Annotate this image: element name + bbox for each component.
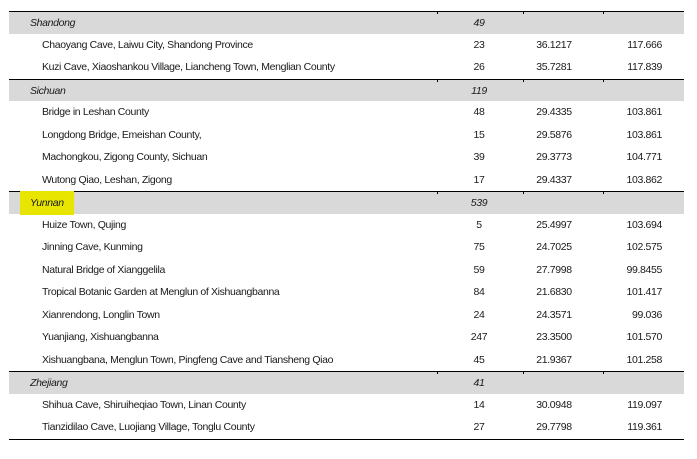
table-row bbox=[9, 326, 684, 349]
site-name: Bridge in Leshan County bbox=[42, 106, 149, 118]
site-name: Xishuangbana, Menglun Town, Pingfeng Cave and Tiansheng Qiao bbox=[42, 353, 334, 366]
site-name: Longdong Bridge, Emeishan County, bbox=[42, 128, 202, 141]
sample-count: 14 bbox=[473, 398, 485, 411]
group-total: 539 bbox=[470, 197, 488, 209]
latitude: 29.7798 bbox=[536, 421, 572, 433]
longitude: 103.861 bbox=[626, 128, 662, 141]
column-divider-tick bbox=[603, 11, 604, 14]
site-name: Kuzi Cave, Xiaoshankou Village, Liancheng Town, Menglian County bbox=[42, 61, 335, 73]
table-row bbox=[9, 394, 684, 417]
table-row bbox=[9, 304, 684, 327]
table-row bbox=[9, 349, 684, 372]
column-divider-tick bbox=[437, 11, 438, 14]
latitude: 29.4335 bbox=[536, 106, 572, 118]
group-header-row bbox=[9, 11, 684, 34]
longitude: 101.258 bbox=[626, 353, 662, 366]
longitude: 117.839 bbox=[627, 61, 662, 73]
longitude: 119.097 bbox=[627, 398, 662, 411]
site-name: Wutong Qiao, Leshan, Zigong bbox=[42, 173, 172, 186]
column-divider-tick bbox=[523, 79, 524, 82]
group-total: 119 bbox=[471, 84, 487, 97]
group-name-cell bbox=[30, 12, 75, 34]
sample-count: 45 bbox=[473, 353, 485, 366]
table-row bbox=[9, 169, 684, 192]
sample-count: 15 bbox=[473, 128, 485, 141]
latitude: 23.3500 bbox=[536, 331, 572, 343]
table-row bbox=[9, 214, 684, 237]
sample-count: 48 bbox=[473, 106, 485, 118]
column-divider-tick bbox=[603, 371, 604, 374]
table-row bbox=[9, 146, 684, 169]
site-name: Tianzidilao Cave, Luojiang Village, Tonglu County bbox=[42, 421, 255, 433]
latitude: 29.4337 bbox=[536, 173, 572, 186]
site-name: Huize Town, Qujing bbox=[42, 218, 126, 231]
longitude: 103.862 bbox=[626, 173, 662, 186]
column-divider-tick bbox=[603, 79, 604, 82]
latitude: 36.1217 bbox=[536, 38, 572, 51]
group-header-row bbox=[9, 371, 684, 394]
site-name: Chaoyang Cave, Laiwu City, Shandong Province bbox=[42, 38, 253, 51]
sample-count: 247 bbox=[470, 331, 488, 343]
longitude: 99.036 bbox=[631, 308, 662, 321]
sample-count: 75 bbox=[473, 241, 485, 253]
group-header-row bbox=[9, 191, 684, 214]
longitude: 102.575 bbox=[626, 241, 662, 253]
group-header-row bbox=[9, 79, 684, 102]
group-name: Sichuan bbox=[30, 84, 66, 97]
group-total: 49 bbox=[473, 17, 485, 29]
sample-count: 27 bbox=[473, 421, 485, 433]
latitude: 30.0948 bbox=[536, 398, 572, 411]
column-divider-tick bbox=[437, 191, 438, 194]
table-row bbox=[9, 259, 684, 282]
sample-count: 23 bbox=[473, 38, 485, 51]
site-name: Natural Bridge of Xianggelila bbox=[42, 263, 165, 276]
site-name: Yuanjiang, Xishuangbanna bbox=[42, 331, 159, 343]
longitude: 117.666 bbox=[627, 38, 662, 51]
group-name: Yunnan bbox=[20, 191, 74, 215]
table-row bbox=[9, 281, 684, 304]
sample-count: 26 bbox=[473, 61, 485, 73]
sample-count: 5 bbox=[476, 218, 482, 231]
column-divider-tick bbox=[437, 371, 438, 374]
longitude: 119.361 bbox=[627, 421, 662, 433]
longitude: 104.771 bbox=[626, 151, 662, 163]
sample-count: 24 bbox=[473, 308, 485, 321]
longitude: 103.861 bbox=[626, 106, 662, 118]
locations-table bbox=[9, 11, 684, 440]
latitude: 29.5876 bbox=[536, 128, 572, 141]
column-divider-tick bbox=[603, 191, 604, 194]
longitude: 101.570 bbox=[626, 331, 662, 343]
column-divider-tick bbox=[437, 79, 438, 82]
column-divider-tick bbox=[523, 191, 524, 194]
latitude: 24.7025 bbox=[536, 241, 572, 253]
group-total: 41 bbox=[473, 377, 485, 389]
latitude: 24.3571 bbox=[536, 308, 572, 321]
longitude: 101.417 bbox=[626, 286, 662, 298]
sample-count: 59 bbox=[473, 263, 485, 276]
table-row bbox=[9, 236, 684, 259]
table-row bbox=[9, 101, 684, 124]
latitude: 27.7998 bbox=[536, 263, 572, 276]
site-name: Tropical Botanic Garden at Menglun of Xishuangbanna bbox=[42, 286, 280, 298]
group-name: Shandong bbox=[30, 17, 76, 29]
site-name: Shihua Cave, Shiruiheqiao Town, Linan County bbox=[42, 398, 246, 411]
latitude: 21.6830 bbox=[536, 286, 572, 298]
group-name-cell bbox=[30, 80, 66, 102]
table-row bbox=[9, 34, 684, 57]
group-name: Zhejiang bbox=[30, 377, 68, 389]
group-name-cell bbox=[30, 372, 67, 394]
site-name: Xianrendong, Longlin Town bbox=[42, 308, 160, 321]
sample-count: 84 bbox=[473, 286, 485, 298]
table-row bbox=[9, 416, 684, 439]
sample-count: 39 bbox=[473, 151, 485, 163]
latitude: 25.4997 bbox=[536, 218, 572, 231]
site-name: Machongkou, Zigong County, Sichuan bbox=[42, 151, 208, 163]
longitude: 99.8455 bbox=[626, 263, 662, 276]
latitude: 21.9367 bbox=[536, 353, 572, 366]
group-name-cell bbox=[30, 192, 74, 214]
column-divider-tick bbox=[523, 371, 524, 374]
column-divider-tick bbox=[523, 11, 524, 14]
table-row bbox=[9, 124, 684, 147]
table-row bbox=[9, 56, 684, 79]
site-name: Jinning Cave, Kunming bbox=[42, 241, 143, 253]
longitude: 103.694 bbox=[626, 218, 662, 231]
latitude: 35.7281 bbox=[536, 61, 572, 73]
latitude: 29.3773 bbox=[536, 151, 572, 163]
sample-count: 17 bbox=[473, 173, 485, 186]
